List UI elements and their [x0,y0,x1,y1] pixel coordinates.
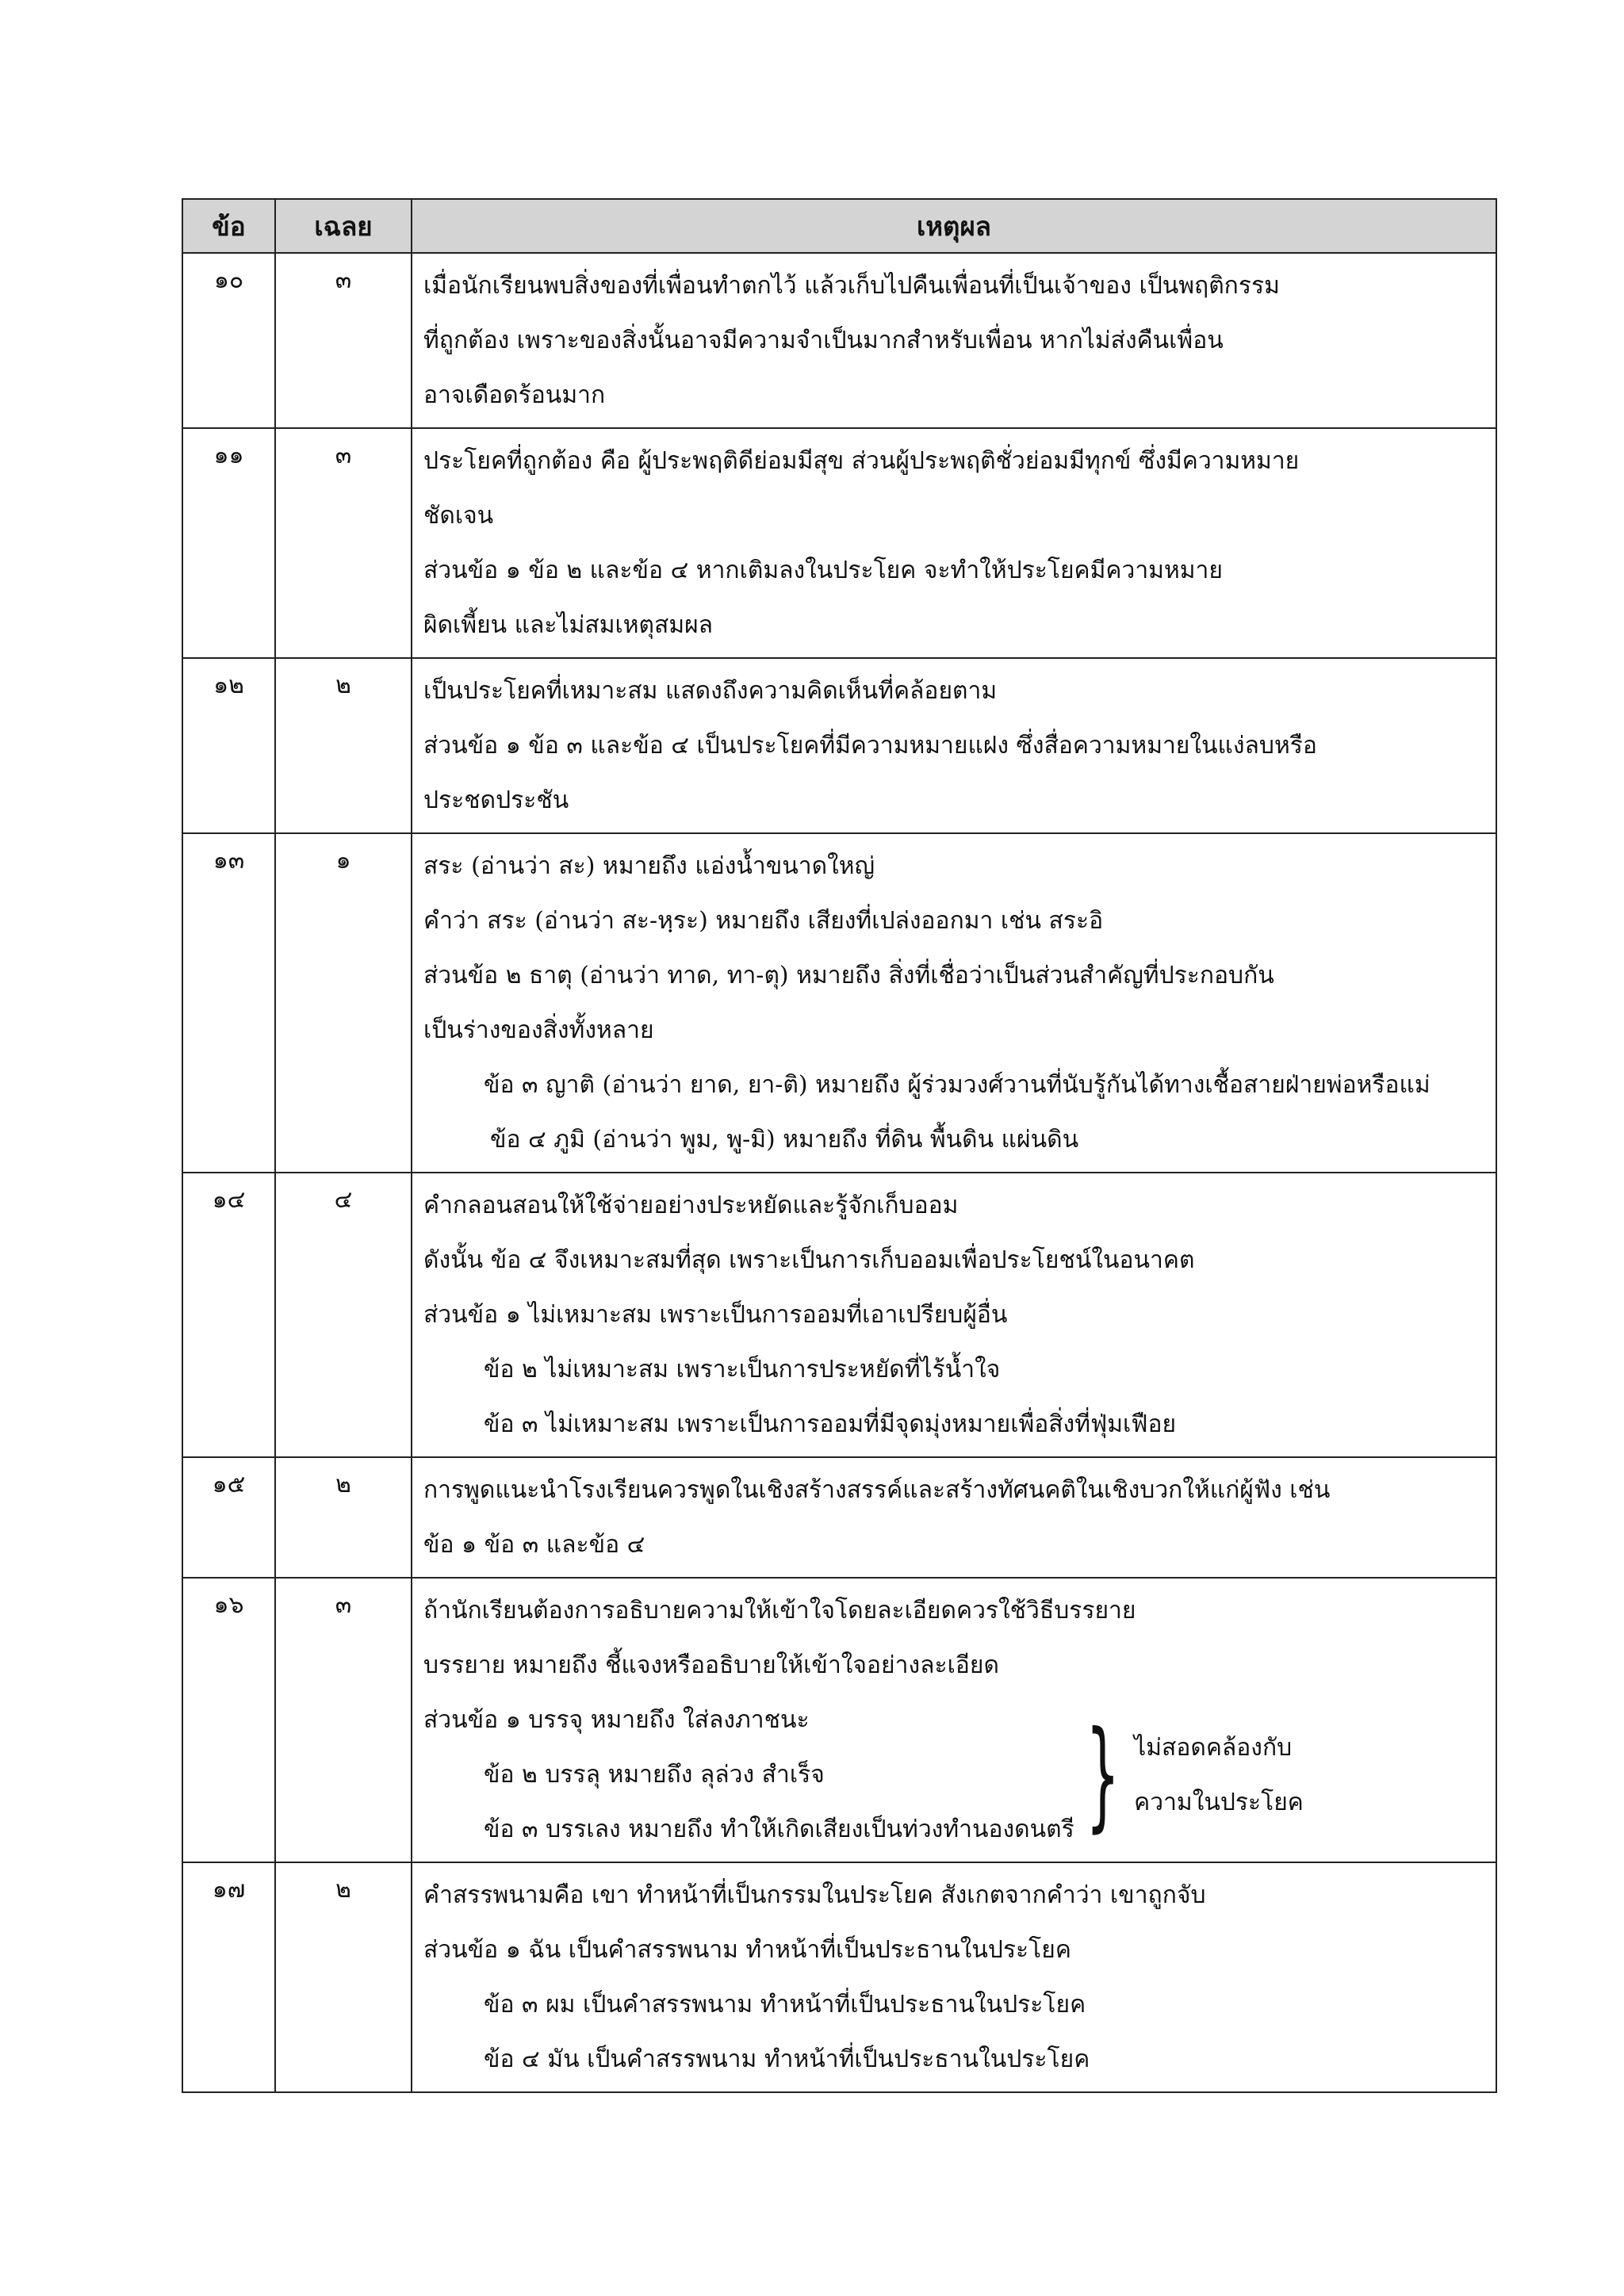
answer-choice: ๒ [275,1457,412,1578]
reason-line-indented: ข้อ ๔ ภูมิ (อ่านว่า พูม, พู-มิ) หมายถึง ที่ดิน พื้นดิน แผ่นดิน [490,1126,1079,1154]
table-row [182,1457,1496,1578]
reason-line: เป็นประโยคที่เหมาะสม แสดงถึงความคิดเห็นที่คล้อยตาม [423,677,998,705]
reason-line-indented: ข้อ ๓ บรรเลง หมายถึง ทำให้เกิดเสียงเป็นท่วงทำนองดนตรี [484,1816,1074,1843]
question-number: ๑๕ [182,1457,275,1578]
reason-line: คำกลอนสอนให้ใช้จ่ายอย่างประหยัดและรู้จักเก็บออม [423,1192,959,1219]
group-note-line: ความในประโยค [1134,1788,1304,1816]
reason-line-indented: ข้อ ๓ ผม เป็นคำสรรพนาม ทำหน้าที่เป็นประธานในประโยค [484,1991,1086,2019]
reason-cell [412,658,1496,833]
reason-line: ส่วนข้อ ๑ บรรจุ หมายถึง ใส่ลงภาชนะ [423,1706,810,1734]
question-number: ๑๔ [182,1173,275,1457]
reason-line-indented: ข้อ ๓ ไม่เหมาะสม เพราะเป็นการออมที่มีจุดมุ่งหมายเพื่อสิ่งที่ฟุ่มเฟือย [484,1410,1177,1438]
reason-line: เมื่อนักเรียนพบสิ่งของที่เพื่อนทำตกไว้ แล้วเก็บไปคืนเพื่อนที่เป็นเจ้าของ เป็นพฤติกรรม [423,272,1280,300]
reason-line: ประชดประชัน [423,786,569,814]
question-number: ๑๖ [182,1578,275,1862]
question-number: ๑๓ [182,833,275,1173]
reason-line: ส่วนข้อ ๑ ข้อ ๒ และข้อ ๔ หากเติมลงในประโยค จะทำให้ประโยคมีความหมาย [423,557,1223,584]
table-row [182,1862,1496,2092]
answer-choice: ๑ [275,833,412,1173]
reason-line: ส่วนข้อ ๒ ธาตุ (อ่านว่า ทาด, ทา-ตุ) หมายถึง สิ่งที่เชื่อว่าเป็นส่วนสำคัญที่ประกอบกัน [423,962,1274,989]
group-note [1134,1720,1304,1830]
answer-key-table [182,198,1497,2093]
reason-cell [412,1862,1496,2092]
reason-cell [412,1578,1496,1862]
answer-choice: ๔ [275,1173,412,1457]
answer-choice: ๓ [275,1578,412,1862]
reason-line: ประโยคที่ถูกต้อง คือ ผู้ประพฤติดีย่อมมีสุข ส่วนผู้ประพฤติชั่วย่อมมีทุกข์ ซึ่งมีความหมาย [423,447,1300,475]
table-row [182,1173,1496,1457]
reason-line-indented: ข้อ ๔ มัน เป็นคำสรรพนาม ทำหน้าที่เป็นประธานในประโยค [484,2045,1090,2073]
reason-line-indented: ข้อ ๒ ไม่เหมาะสม เพราะเป็นการประหยัดที่ไร้น้ำใจ [484,1356,1001,1383]
reason-line: ดังนั้น ข้อ ๔ จึงเหมาะสมที่สุด เพราะเป็นการเก็บออมเพื่อประโยชน์ในอนาคต [423,1246,1195,1274]
answer-choice: ๒ [275,658,412,833]
question-number: ๑๗ [182,1862,275,2092]
reason-line: บรรยาย หมายถึง ชี้แจงหรืออธิบายให้เข้าใจอย่างละเอียด [423,1651,999,1679]
reason-line: สระ (อ่านว่า สะ) หมายถึง แอ่งน้ำขนาดใหญ่ [423,852,875,880]
choice-group-lines [423,1693,1074,1857]
choice-group [423,1693,1488,1857]
reason-cell [412,1457,1496,1578]
reason-line: ข้อ ๑ ข้อ ๓ และข้อ ๔ [423,1531,645,1559]
reason-line: ส่วนข้อ ๑ ฉัน เป็นคำสรรพนาม ทำหน้าที่เป็นประธานในประโยค [423,1936,1071,1964]
reason-cell [412,1173,1496,1457]
reason-cell [412,428,1496,658]
table-row [182,658,1496,833]
reason-cell [412,253,1496,428]
reason-line: ส่วนข้อ ๑ ข้อ ๓ และข้อ ๔ เป็นประโยคที่มีความหมายแฝง ซึ่งสื่อความหมายในแง่ลบหรือ [423,732,1317,760]
reason-line: ที่ถูกต้อง เพราะของสิ่งนั้นอาจมีความจำเป็นมากสำหรับเพื่อน หากไม่ส่งคืนเพื่อน [423,327,1224,354]
answer-choice: ๒ [275,1862,412,2092]
answer-choice: ๓ [275,428,412,658]
question-number: ๑๒ [182,658,275,833]
table-row [182,253,1496,428]
header-question-number: ข้อ [182,199,275,253]
table-row [182,833,1496,1173]
reason-line: คำสรรพนามคือ เขา ทำหน้าที่เป็นกรรมในประโยค สังเกตจากคำว่า เขาถูกจับ [423,1881,1206,1909]
table-header-row [182,199,1496,253]
reason-line: ส่วนข้อ ๑ ไม่เหมาะสม เพราะเป็นการออมที่เอาเปรียบผู้อื่น [423,1301,1008,1329]
reason-line-indented: ข้อ ๓ ญาติ (อ่านว่า ยาด, ยา-ติ) หมายถึง ผู้ร่วมวงศ์วานที่นับรู้กันได้ทางเชื้อสายฝ่ายพ่อหรือแม่ [484,1071,1431,1099]
reason-line: ถ้านักเรียนต้องการอธิบายความให้เข้าใจโดยละเอียดควรใช้วิธีบรรยาย [423,1597,1136,1624]
table-row [182,428,1496,658]
right-brace-icon: } [1085,1705,1120,1844]
reason-line: เป็นร่างของสิ่งทั้งหลาย [423,1016,654,1044]
reason-line: คำว่า สระ (อ่านว่า สะ-หฺระ) หมายถึง เสียงที่เปล่งออกมา เช่น สระอิ [423,907,1104,935]
reason-line: อาจเดือดร้อนมาก [423,381,606,409]
reason-cell [412,833,1496,1173]
header-reason: เหตุผล [412,199,1496,253]
reason-line: ผิดเพี้ยน และไม่สมเหตุสมผล [423,611,714,639]
group-note-line: ไม่สอดคล้องกับ [1134,1733,1293,1762]
header-answer: เฉลย [275,199,412,253]
table-row [182,1578,1496,1862]
question-number: ๑๐ [182,253,275,428]
question-number: ๑๑ [182,428,275,658]
answer-choice: ๓ [275,253,412,428]
reason-line: ชัดเจน [423,502,494,530]
reason-line-indented: ข้อ ๒ บรรลุ หมายถึง ลุล่วง สำเร็จ [484,1761,825,1789]
reason-line: การพูดแนะนำโรงเรียนควรพูดในเชิงสร้างสรรค์และสร้างทัศนคติในเชิงบวกให้แก่ผู้ฟัง เช่น [423,1476,1331,1504]
